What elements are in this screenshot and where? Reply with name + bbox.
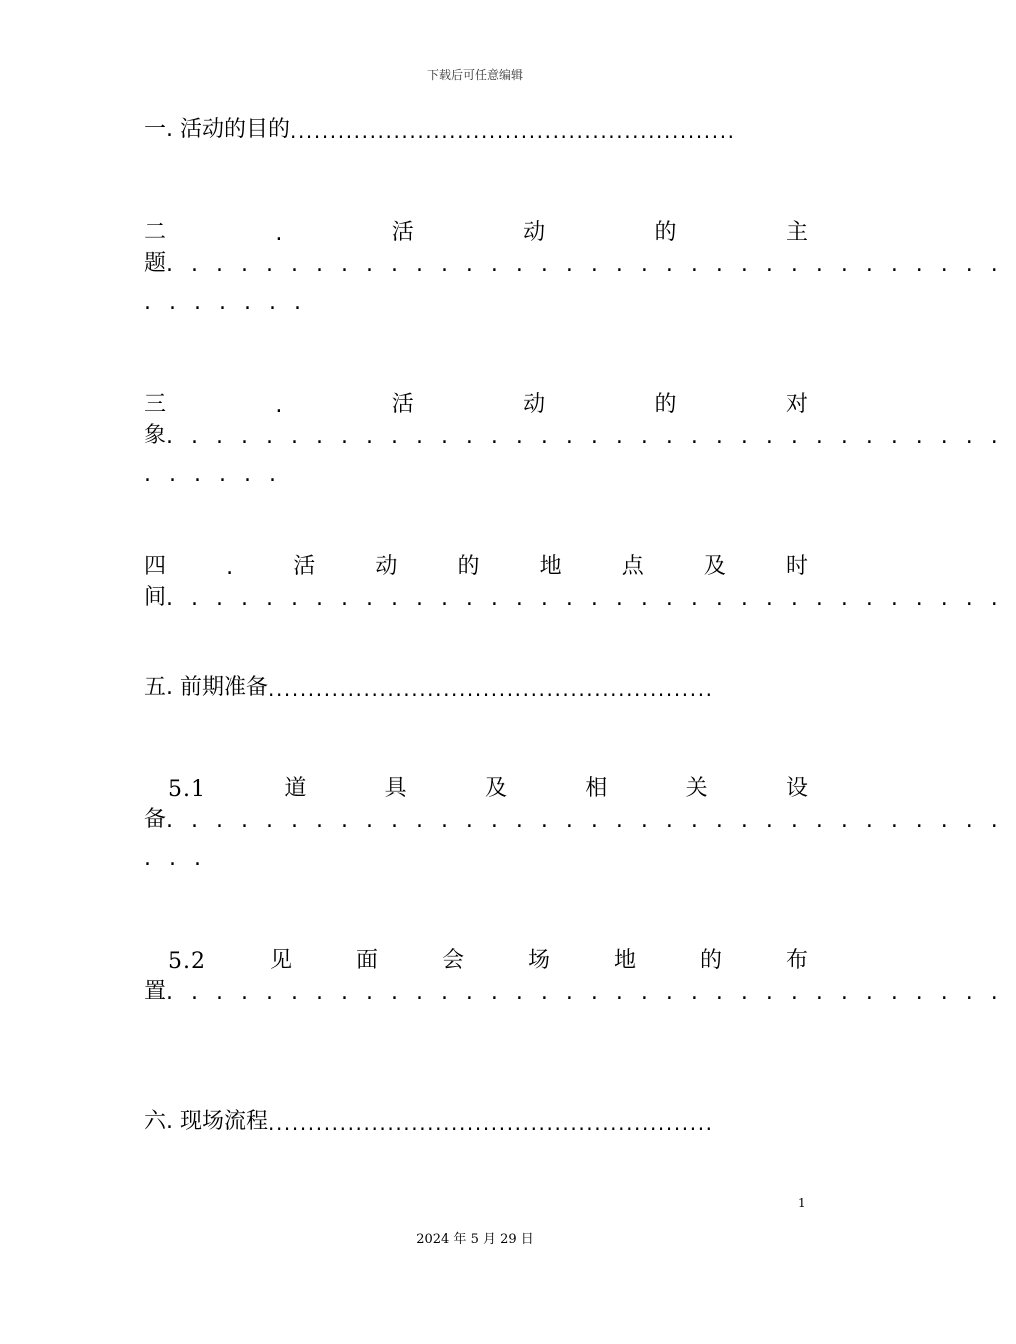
heading-char: 活 <box>391 220 414 245</box>
heading-char: 及 <box>703 554 726 579</box>
heading-char: 的 <box>654 220 677 245</box>
dot-leader: ........................................................ <box>290 119 736 143</box>
heading-char: 动 <box>523 392 546 417</box>
toc-entry-1[interactable] <box>144 112 808 156</box>
heading-char: 相 <box>585 776 608 801</box>
dot-leader: ....... <box>144 290 319 315</box>
heading-char: 四 <box>144 554 167 579</box>
toc-entry-3[interactable] <box>144 374 1016 506</box>
heading-char: 动 <box>375 554 398 579</box>
heading-char: 见 <box>269 948 292 973</box>
heading-char: 活 <box>293 554 316 579</box>
subsection-number: 5.1 <box>168 777 206 802</box>
toc-entry-5[interactable] <box>144 670 808 714</box>
heading-char: 设 <box>785 776 808 801</box>
subsection-number: 5.2 <box>168 949 206 974</box>
toc-entry-label: 六. 现场流程 <box>144 1109 268 1134</box>
dot-leader: .................................. <box>166 808 1016 833</box>
heading-tail: 置 <box>144 979 167 1004</box>
toc-entry-6[interactable] <box>144 1104 808 1148</box>
heading-char: . <box>275 221 283 246</box>
toc-entry-label: 五. 前期准备 <box>144 675 268 700</box>
dot-leader: ...... <box>144 462 294 487</box>
heading-char: 具 <box>384 776 407 801</box>
heading-char: 面 <box>355 948 378 973</box>
page-footer-date: 2024 年 5 月 29 日 <box>416 1232 534 1247</box>
justified-heading-line <box>144 758 808 802</box>
toc-entry-5-1[interactable] <box>144 758 1016 890</box>
heading-char: 活 <box>391 392 414 417</box>
heading-char: 对 <box>785 392 808 417</box>
dot-leader: ... <box>144 846 219 871</box>
heading-char: 地 <box>613 948 636 973</box>
heading-char: 的 <box>699 948 722 973</box>
toc-entry-label: 一. 活动的目的 <box>144 117 290 142</box>
heading-char: 及 <box>484 776 507 801</box>
toc-entry-4[interactable] <box>144 536 1016 624</box>
heading-tail: 间 <box>144 585 167 610</box>
heading-tail: 题 <box>144 251 167 276</box>
justified-heading-line <box>144 536 808 580</box>
toc-entry-5-2[interactable] <box>144 930 1016 1018</box>
dot-leader: .................................. <box>166 424 1016 449</box>
heading-char: 的 <box>654 392 677 417</box>
heading-char: 场 <box>527 948 550 973</box>
heading-char: 道 <box>284 776 307 801</box>
dot-leader: ........................................................ <box>268 1111 714 1135</box>
page-number: 1 <box>798 1196 806 1210</box>
heading-tail: 象 <box>144 423 167 448</box>
heading-char: 布 <box>785 948 808 973</box>
toc-entry-2[interactable] <box>144 202 1016 334</box>
heading-char: 主 <box>785 220 808 245</box>
justified-heading-line <box>144 930 808 974</box>
heading-char: 时 <box>785 554 808 579</box>
dot-leader: ........................................................ <box>268 677 714 701</box>
heading-char: 三 <box>144 392 167 417</box>
heading-char: 会 <box>441 948 464 973</box>
justified-heading-line <box>144 374 808 418</box>
heading-char: 点 <box>621 554 644 579</box>
heading-char: . <box>275 393 283 418</box>
heading-char: 地 <box>539 554 562 579</box>
dot-leader: .................................. <box>166 586 1016 611</box>
heading-char: 的 <box>457 554 480 579</box>
heading-char: 二 <box>144 220 167 245</box>
dot-leader: .................................. <box>166 252 1016 277</box>
heading-char: . <box>226 555 234 580</box>
heading-char: 动 <box>523 220 546 245</box>
page-header: 下载后可任意编辑 <box>426 68 523 82</box>
heading-tail: 备 <box>144 807 167 832</box>
heading-char: 关 <box>685 776 708 801</box>
justified-heading-line <box>144 202 808 246</box>
dot-leader: .................................. <box>166 980 1016 1005</box>
